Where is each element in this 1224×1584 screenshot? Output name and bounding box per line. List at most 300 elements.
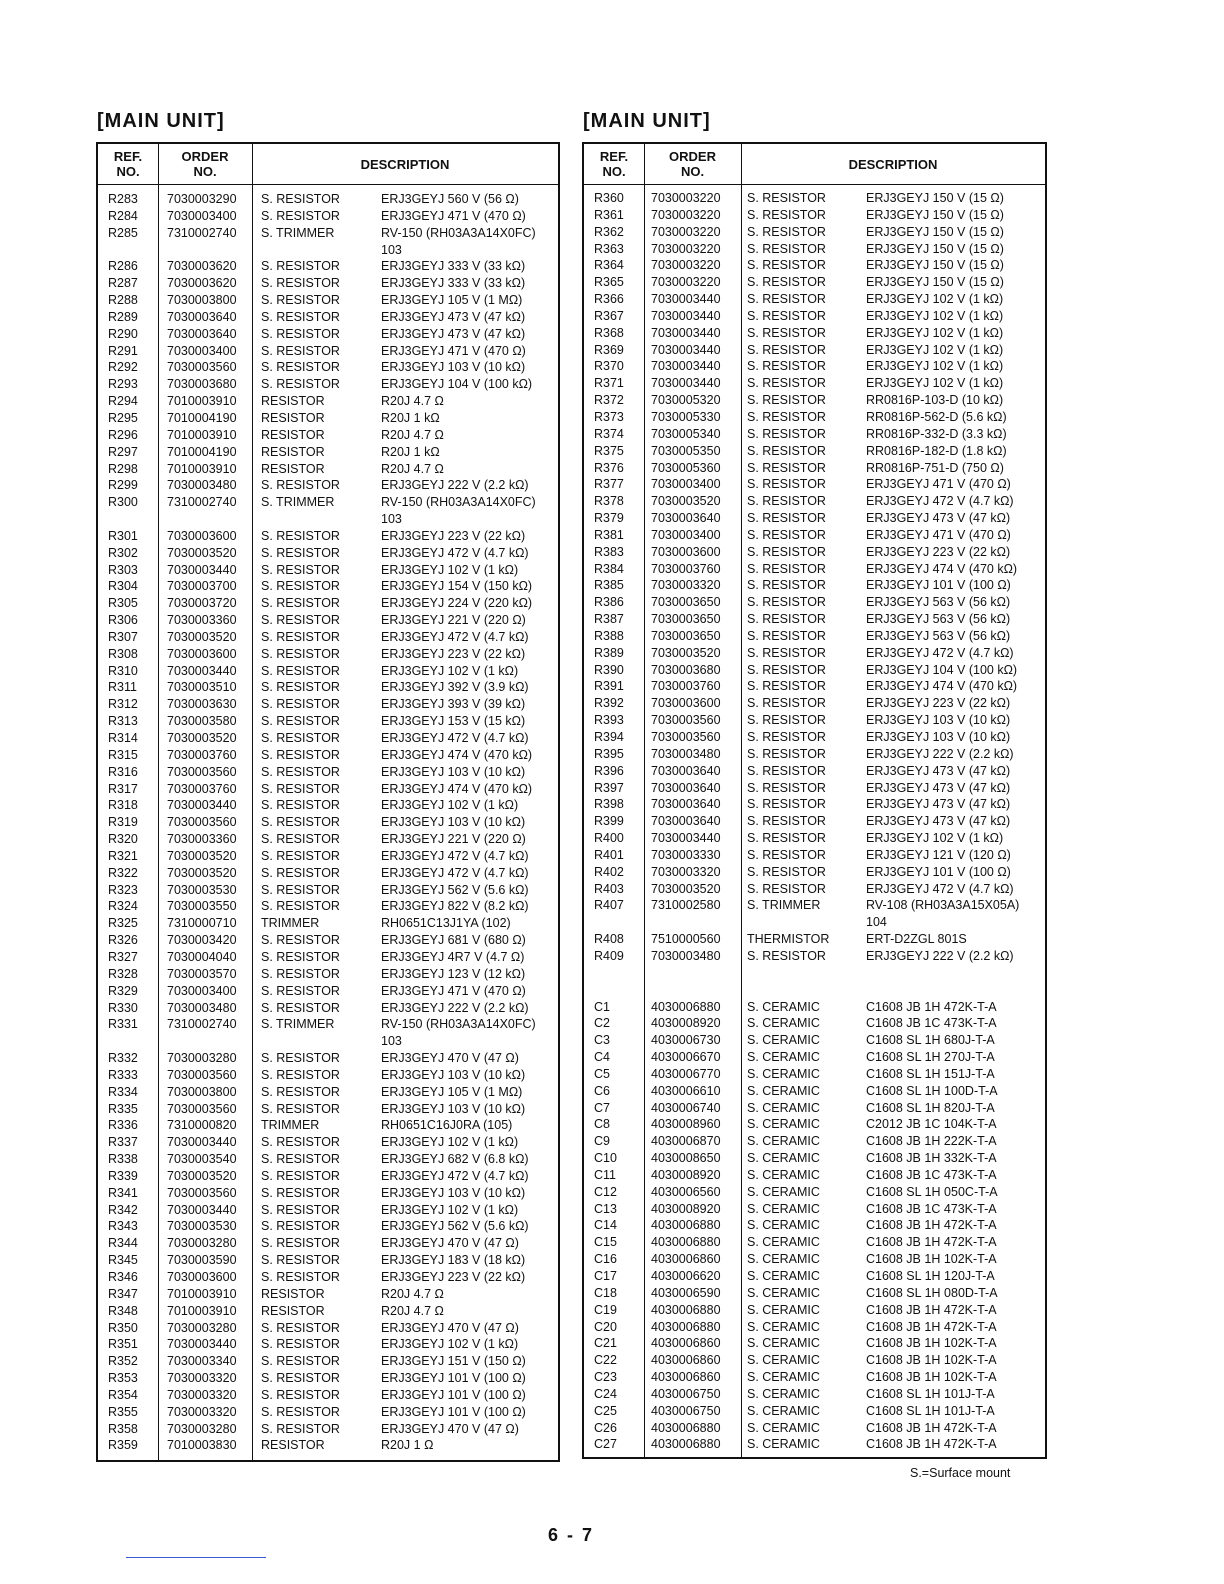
left-section-title: [MAIN UNIT] bbox=[97, 110, 225, 132]
cell-spec: ERJ3GEYJ 150 V (15 Ω) bbox=[866, 224, 1004, 239]
cell-type: S. RESISTOR bbox=[747, 797, 826, 812]
cell-order: 7030003620 bbox=[167, 259, 237, 274]
cell-ref: R386 bbox=[594, 595, 624, 610]
cell-spec: ERJ3GEYJ 102 V (1 kΩ) bbox=[381, 1337, 519, 1352]
cell-ref: R307 bbox=[108, 629, 138, 644]
cell-type: S. RESISTOR bbox=[261, 646, 340, 661]
cell-spec: C1608 JB 1H 102K-T-A bbox=[866, 1353, 997, 1368]
cell-ref: R402 bbox=[594, 864, 624, 879]
cell-order: 7030003560 bbox=[167, 1067, 237, 1082]
cell-order: 4030006610 bbox=[651, 1083, 721, 1098]
cell-order: 7030003520 bbox=[167, 1168, 237, 1183]
cell-ref: R306 bbox=[108, 613, 138, 628]
cell-ref: R365 bbox=[594, 275, 624, 290]
cell-type: S. RESISTOR bbox=[261, 764, 340, 779]
table-row bbox=[584, 914, 1045, 931]
cell-order: 7030003440 bbox=[651, 308, 721, 323]
table-row bbox=[98, 646, 558, 663]
cell-ref: R296 bbox=[108, 427, 138, 442]
cell-type: S. RESISTOR bbox=[261, 798, 340, 813]
cell-order: 7010004190 bbox=[167, 444, 237, 459]
cell-spec: ERJ3GEYJ 560 V (56 Ω) bbox=[381, 192, 519, 206]
cell-spec: C1608 JB 1H 472K-T-A bbox=[866, 1420, 997, 1435]
cell-spec: R20J 1 Ω bbox=[381, 1438, 434, 1453]
cell-ref: R342 bbox=[108, 1202, 138, 1217]
cell-ref: R301 bbox=[108, 528, 138, 543]
cell-order: 4030006880 bbox=[651, 1420, 721, 1435]
cell-spec: C2012 JB 1C 104K-T-A bbox=[866, 1117, 997, 1132]
table-row bbox=[584, 241, 1045, 258]
cell-order: 4030006860 bbox=[651, 1353, 721, 1368]
cell-spec: ERJ3GEYJ 150 V (15 Ω) bbox=[866, 275, 1004, 290]
cell-ref: R290 bbox=[108, 326, 138, 341]
cell-spec: R20J 4.7 Ω bbox=[381, 394, 444, 409]
cell-order: 4030006880 bbox=[651, 1319, 721, 1334]
cell-order: 7030003510 bbox=[167, 680, 237, 695]
cell-ref: R400 bbox=[594, 831, 624, 846]
cell-ref: R310 bbox=[108, 663, 138, 678]
cell-spec: ERJ3GEYJ 103 V (10 kΩ) bbox=[381, 1067, 526, 1082]
cell-type: S. RESISTOR bbox=[261, 579, 340, 594]
cell-order: 4030006560 bbox=[651, 1184, 721, 1199]
cell-type: S. CERAMIC bbox=[747, 1403, 820, 1418]
cell-type: S. RESISTOR bbox=[261, 1185, 340, 1200]
table-row bbox=[98, 376, 558, 393]
table-row bbox=[584, 1167, 1045, 1184]
cell-order: 7030003280 bbox=[167, 1236, 237, 1251]
cell-spec: 104 bbox=[866, 915, 887, 930]
cell-type: S. CERAMIC bbox=[747, 1252, 820, 1267]
table-row bbox=[98, 949, 558, 966]
cell-spec: ERJ3GEYJ 562 V (5.6 kΩ) bbox=[381, 1219, 529, 1234]
cell-spec: ERJ3GEYJ 563 V (56 kΩ) bbox=[866, 595, 1011, 610]
cell-type: S. RESISTOR bbox=[261, 697, 340, 712]
description-header: DESCRIPTION bbox=[848, 156, 938, 172]
table-row bbox=[98, 578, 558, 595]
cell-spec: ERJ3GEYJ 102 V (1 kΩ) bbox=[381, 562, 519, 577]
cell-ref: R369 bbox=[594, 342, 624, 357]
cell-order: 7010003910 bbox=[167, 1303, 237, 1318]
cell-type: S. CERAMIC bbox=[747, 1201, 820, 1216]
cell-order: 4030006880 bbox=[651, 999, 721, 1014]
cell-order: 7030003530 bbox=[167, 1219, 237, 1234]
table-row bbox=[98, 966, 558, 983]
cell-ref: R327 bbox=[108, 949, 138, 964]
cell-ref: R371 bbox=[594, 376, 624, 391]
cell-order: 7030003440 bbox=[651, 325, 721, 340]
right-rows bbox=[584, 190, 1045, 1453]
cell-type: S. RESISTOR bbox=[261, 1371, 340, 1386]
cell-spec: C1608 SL 1H 120J-T-A bbox=[866, 1269, 995, 1283]
cell-ref: R409 bbox=[594, 948, 624, 963]
cell-spec: RV-150 (RH03A3A14X0FC) bbox=[381, 1017, 536, 1032]
cell-type: S. RESISTOR bbox=[261, 1152, 340, 1167]
table-row bbox=[584, 1150, 1045, 1167]
cell-type: S. RESISTOR bbox=[261, 1421, 340, 1436]
cell-type: S. RESISTOR bbox=[261, 1168, 340, 1183]
cell-type: S. RESISTOR bbox=[261, 309, 340, 324]
cell-order: 7030003640 bbox=[651, 511, 721, 526]
table-row bbox=[98, 242, 558, 259]
table-row bbox=[98, 477, 558, 494]
cell-spec: C1608 JB 1H 472K-T-A bbox=[866, 1302, 997, 1317]
table-row bbox=[98, 545, 558, 562]
cell-ref: C4 bbox=[594, 1050, 610, 1065]
cell-ref: R316 bbox=[108, 764, 138, 779]
cell-ref: R283 bbox=[108, 192, 138, 206]
cell-order: 7030005360 bbox=[651, 460, 721, 475]
cell-type: S. RESISTOR bbox=[261, 899, 340, 914]
cell-ref: C5 bbox=[594, 1066, 610, 1081]
ref-no-header: REF. NO. bbox=[113, 149, 143, 179]
cell-ref: R344 bbox=[108, 1236, 138, 1251]
cell-order: 7030003630 bbox=[167, 697, 237, 712]
table-row bbox=[98, 1033, 558, 1050]
cell-spec: RR0816P-751-D (750 Ω) bbox=[866, 460, 1004, 475]
cell-type: S. RESISTOR bbox=[261, 1101, 340, 1116]
table-row bbox=[98, 612, 558, 629]
cell-order: 7030003440 bbox=[651, 342, 721, 357]
cell-order: 7030003340 bbox=[167, 1354, 237, 1369]
cell-ref: R395 bbox=[594, 746, 624, 761]
cell-ref: C9 bbox=[594, 1134, 610, 1149]
cell-type: S. RESISTOR bbox=[747, 713, 826, 728]
cell-order: 7030003220 bbox=[651, 241, 721, 256]
table-row bbox=[584, 1302, 1045, 1319]
table-row bbox=[584, 527, 1045, 544]
cell-ref: R383 bbox=[594, 544, 624, 559]
cell-type: S. RESISTOR bbox=[747, 191, 826, 205]
cell-ref: R284 bbox=[108, 208, 138, 223]
cell-spec: ERJ3GEYJ 470 V (47 Ω) bbox=[381, 1421, 519, 1436]
cell-ref: R299 bbox=[108, 478, 138, 493]
table-row bbox=[98, 1168, 558, 1185]
cell-spec: ERJ3GEYJ 4R7 V (4.7 Ω) bbox=[381, 949, 525, 964]
cell-ref: C8 bbox=[594, 1117, 610, 1132]
cell-type: S. RESISTOR bbox=[747, 426, 826, 441]
table-row bbox=[98, 1252, 558, 1269]
table-row bbox=[584, 358, 1045, 375]
table-row bbox=[98, 410, 558, 427]
cell-ref: R332 bbox=[108, 1051, 138, 1066]
cell-ref: R289 bbox=[108, 309, 138, 324]
cell-type: S. RESISTOR bbox=[261, 832, 340, 847]
cell-ref: R326 bbox=[108, 933, 138, 948]
table-row bbox=[584, 291, 1045, 308]
cell-order: 7030003220 bbox=[651, 207, 721, 222]
cell-ref: C7 bbox=[594, 1100, 610, 1115]
cell-order: 7030003760 bbox=[651, 679, 721, 694]
cell-ref: R378 bbox=[594, 494, 624, 509]
table-row bbox=[98, 461, 558, 478]
cell-order: 7030003440 bbox=[167, 1202, 237, 1217]
cell-type: S. RESISTOR bbox=[261, 1387, 340, 1402]
cell-type: S. RESISTOR bbox=[747, 342, 826, 357]
cell-type: S. RESISTOR bbox=[747, 628, 826, 643]
cell-ref: C11 bbox=[594, 1167, 617, 1182]
cell-ref: R362 bbox=[594, 224, 624, 239]
table-row bbox=[98, 1218, 558, 1235]
table-row bbox=[584, 493, 1045, 510]
cell-spec: ERJ3GEYJ 102 V (1 kΩ) bbox=[866, 359, 1004, 374]
table-row bbox=[98, 275, 558, 292]
table-row bbox=[584, 645, 1045, 662]
cell-type: S. RESISTOR bbox=[261, 613, 340, 628]
cell-ref: R355 bbox=[108, 1404, 138, 1419]
cell-order: 7030003360 bbox=[167, 832, 237, 847]
cell-type: S. RESISTOR bbox=[261, 1067, 340, 1082]
cell-spec: R20J 4.7 Ω bbox=[381, 1303, 444, 1318]
table-row bbox=[98, 595, 558, 612]
table-row bbox=[584, 780, 1045, 797]
table-row bbox=[584, 577, 1045, 594]
cell-spec: ERJ3GEYJ 223 V (22 kΩ) bbox=[866, 544, 1011, 559]
cell-ref: C17 bbox=[594, 1269, 617, 1283]
cell-ref: R320 bbox=[108, 832, 138, 847]
cell-order: 7030003280 bbox=[167, 1421, 237, 1436]
table-row bbox=[98, 764, 558, 781]
cell-order: 7030005330 bbox=[651, 409, 721, 424]
cell-order: 4030006590 bbox=[651, 1285, 721, 1300]
cell-order: 7030003480 bbox=[167, 478, 237, 493]
table-row bbox=[584, 1268, 1045, 1285]
cell-spec: ERJ3GEYJ 102 V (1 kΩ) bbox=[866, 831, 1004, 846]
cell-order: 7030003520 bbox=[167, 848, 237, 863]
cell-spec: ERJ3GEYJ 103 V (10 kΩ) bbox=[381, 815, 526, 830]
cell-spec: ERJ3GEYJ 153 V (15 kΩ) bbox=[381, 714, 526, 729]
cell-type: S. RESISTOR bbox=[261, 731, 340, 745]
cell-type: TRIMMER bbox=[261, 916, 320, 931]
cell-type: S. CERAMIC bbox=[747, 1083, 820, 1098]
cell-spec: ERJ3GEYJ 224 V (220 kΩ) bbox=[381, 596, 533, 611]
cell-order: 4030006880 bbox=[651, 1235, 721, 1250]
table-row bbox=[98, 1117, 558, 1134]
cell-type: S. RESISTOR bbox=[747, 763, 826, 778]
cell-ref: R298 bbox=[108, 461, 138, 476]
table-row bbox=[98, 730, 558, 747]
cell-spec: RR0816P-562-D (5.6 kΩ) bbox=[866, 409, 1007, 424]
cell-spec: ERJ3GEYJ 150 V (15 Ω) bbox=[866, 191, 1004, 205]
cell-spec: ERJ3GEYJ 562 V (5.6 kΩ) bbox=[381, 882, 529, 897]
cell-type: S. RESISTOR bbox=[747, 746, 826, 761]
cell-order: 7030003640 bbox=[167, 326, 237, 341]
cell-type: RESISTOR bbox=[261, 394, 325, 409]
cell-type: S. RESISTOR bbox=[261, 949, 340, 964]
cell-ref: R394 bbox=[594, 730, 624, 744]
cell-type: S. RESISTOR bbox=[261, 1219, 340, 1234]
cell-type: RESISTOR bbox=[261, 1303, 325, 1318]
cell-order: 4030006750 bbox=[651, 1386, 721, 1401]
cell-spec: ERJ3GEYJ 222 V (2.2 kΩ) bbox=[866, 746, 1014, 761]
cell-spec: ERJ3GEYJ 471 V (470 Ω) bbox=[381, 983, 526, 998]
cell-ref: C16 bbox=[594, 1252, 617, 1267]
cell-spec: ERJ3GEYJ 472 V (4.7 kΩ) bbox=[866, 881, 1014, 896]
cell-order: 7030003520 bbox=[651, 645, 721, 660]
table-row bbox=[584, 628, 1045, 645]
cell-ref: R341 bbox=[108, 1185, 138, 1200]
table-row bbox=[98, 915, 558, 932]
cell-spec: ERJ3GEYJ 470 V (47 Ω) bbox=[381, 1320, 519, 1335]
cell-type: S. RESISTOR bbox=[747, 460, 826, 475]
cell-ref: R318 bbox=[108, 798, 138, 813]
cell-order: 7030003360 bbox=[167, 613, 237, 628]
table-row bbox=[584, 1285, 1045, 1302]
cell-order: 7030003580 bbox=[167, 714, 237, 729]
cell-order: 7030003560 bbox=[167, 1101, 237, 1116]
table-row bbox=[584, 1066, 1045, 1083]
cell-type: S. RESISTOR bbox=[261, 1084, 340, 1099]
cell-ref: R370 bbox=[594, 359, 624, 374]
cell-order: 7030003800 bbox=[167, 1084, 237, 1099]
cell-type: S. RESISTOR bbox=[261, 545, 340, 560]
cell-ref: R363 bbox=[594, 241, 624, 256]
cell-spec: ERJ3GEYJ 150 V (15 Ω) bbox=[866, 258, 1004, 273]
cell-type: THERMISTOR bbox=[747, 932, 830, 947]
cell-spec: R20J 1 kΩ bbox=[381, 410, 440, 425]
cell-type: S. CERAMIC bbox=[747, 1285, 820, 1300]
cell-spec: C1608 JB 1C 473K-T-A bbox=[866, 1167, 997, 1182]
table-row bbox=[98, 848, 558, 865]
cell-type: S. TRIMMER bbox=[261, 1017, 335, 1032]
cell-type: S. CERAMIC bbox=[747, 1420, 820, 1435]
cell-spec: ERJ3GEYJ 474 V (470 kΩ) bbox=[866, 679, 1018, 694]
cell-order: 7030003440 bbox=[651, 359, 721, 374]
cell-ref: R379 bbox=[594, 511, 624, 526]
cell-ref: R313 bbox=[108, 714, 138, 729]
cell-type: S. RESISTOR bbox=[261, 1404, 340, 1419]
cell-ref: R317 bbox=[108, 781, 138, 796]
cell-type: S. CERAMIC bbox=[747, 1016, 820, 1031]
cell-order: 7510000560 bbox=[651, 932, 721, 947]
cell-ref: R329 bbox=[108, 983, 138, 998]
table-row bbox=[98, 1101, 558, 1118]
cell-order: 7010003910 bbox=[167, 461, 237, 476]
cell-order: 7010003910 bbox=[167, 394, 237, 409]
cell-ref: R368 bbox=[594, 325, 624, 340]
table-row bbox=[584, 982, 1045, 999]
cell-order: 7030003570 bbox=[167, 966, 237, 981]
cell-type: S. CERAMIC bbox=[747, 1134, 820, 1149]
table-row bbox=[584, 662, 1045, 679]
cell-spec: ERJ3GEYJ 222 V (2.2 kΩ) bbox=[381, 478, 529, 493]
cell-type: S. CERAMIC bbox=[747, 1386, 820, 1401]
cell-spec: ERJ3GEYJ 102 V (1 kΩ) bbox=[381, 798, 519, 813]
cell-order: 7030003530 bbox=[167, 882, 237, 897]
cell-order: 4030006750 bbox=[651, 1403, 721, 1418]
cell-spec: 103 bbox=[381, 242, 402, 257]
table-row bbox=[98, 1269, 558, 1286]
cell-type: S. CERAMIC bbox=[747, 1100, 820, 1115]
cell-order: 7030003800 bbox=[167, 293, 237, 308]
cell-order: 7030003650 bbox=[651, 595, 721, 610]
table-row bbox=[584, 830, 1045, 847]
cell-ref: R287 bbox=[108, 276, 138, 291]
table-row bbox=[584, 1234, 1045, 1251]
table-row bbox=[98, 831, 558, 848]
cell-spec: ERJ3GEYJ 473 V (47 kΩ) bbox=[866, 511, 1011, 526]
cell-order: 7310002740 bbox=[167, 225, 237, 240]
cell-order: 7030003540 bbox=[167, 1152, 237, 1167]
cell-spec: ERJ3GEYJ 392 V (3.9 kΩ) bbox=[381, 680, 529, 695]
cell-order: 7030005350 bbox=[651, 443, 721, 458]
cell-type: S. RESISTOR bbox=[261, 966, 340, 981]
table-row bbox=[98, 882, 558, 899]
table-row bbox=[98, 696, 558, 713]
cell-type: S. RESISTOR bbox=[261, 343, 340, 358]
cell-spec: C1608 SL 1H 820J-T-A bbox=[866, 1100, 995, 1115]
cell-ref: C24 bbox=[594, 1386, 617, 1401]
cell-ref: R376 bbox=[594, 460, 624, 475]
cell-order: 4030006870 bbox=[651, 1134, 721, 1149]
cell-spec: ERJ3GEYJ 470 V (47 Ω) bbox=[381, 1236, 519, 1251]
cell-order: 7030003560 bbox=[167, 360, 237, 375]
table-row bbox=[98, 309, 558, 326]
cell-spec: ERJ3GEYJ 151 V (150 Ω) bbox=[381, 1354, 526, 1369]
table-row bbox=[98, 427, 558, 444]
cell-spec: C1608 JB 1H 472K-T-A bbox=[866, 1235, 997, 1250]
table-row bbox=[584, 965, 1045, 982]
cell-spec: ERJ3GEYJ 471 V (470 Ω) bbox=[866, 527, 1011, 542]
cell-spec: ERJ3GEYJ 102 V (1 kΩ) bbox=[381, 663, 519, 678]
table-row bbox=[98, 1437, 558, 1454]
table-row bbox=[98, 713, 558, 730]
table-row bbox=[98, 663, 558, 680]
cell-spec: ERJ3GEYJ 222 V (2.2 kΩ) bbox=[866, 948, 1014, 963]
cell-order: 7030003280 bbox=[167, 1051, 237, 1066]
cell-type: S. CERAMIC bbox=[747, 1336, 820, 1351]
cell-type: S. RESISTOR bbox=[747, 645, 826, 660]
cell-ref: C20 bbox=[594, 1319, 617, 1334]
table-row bbox=[584, 1352, 1045, 1369]
cell-order: 7030003680 bbox=[651, 662, 721, 677]
cell-ref: R322 bbox=[108, 865, 138, 880]
cell-ref: C1 bbox=[594, 999, 610, 1014]
cell-order: 4030006670 bbox=[651, 1050, 721, 1065]
cell-ref: R387 bbox=[594, 612, 624, 627]
cell-order: 7010003910 bbox=[167, 1286, 237, 1301]
cell-order: 7010004190 bbox=[167, 410, 237, 425]
cell-spec: ERJ3GEYJ 102 V (1 kΩ) bbox=[381, 1135, 519, 1150]
cell-spec: ERJ3GEYJ 102 V (1 kΩ) bbox=[866, 376, 1004, 391]
cell-ref: C23 bbox=[594, 1370, 617, 1385]
cell-spec: ERJ3GEYJ 681 V (680 Ω) bbox=[381, 933, 526, 948]
cell-spec: ERJ3GEYJ 471 V (470 Ω) bbox=[381, 343, 526, 358]
table-row bbox=[584, 1015, 1045, 1032]
table-row bbox=[584, 510, 1045, 527]
table-row bbox=[584, 224, 1045, 241]
cell-spec: ERJ3GEYJ 221 V (220 Ω) bbox=[381, 832, 526, 847]
cell-spec: ERJ3GEYJ 103 V (10 kΩ) bbox=[381, 1185, 526, 1200]
table-row bbox=[584, 813, 1045, 830]
table-row bbox=[98, 444, 558, 461]
table-row bbox=[584, 443, 1045, 460]
cell-spec: ERJ3GEYJ 101 V (100 Ω) bbox=[866, 864, 1011, 879]
cell-order: 7030003330 bbox=[651, 847, 721, 862]
cell-type: S. RESISTOR bbox=[261, 1337, 340, 1352]
table-row bbox=[584, 763, 1045, 780]
table-row bbox=[98, 528, 558, 545]
cell-order: 7030003440 bbox=[167, 1135, 237, 1150]
cell-type: S. CERAMIC bbox=[747, 1117, 820, 1132]
cell-order: 4030008650 bbox=[651, 1151, 721, 1166]
cell-spec: C1608 JB 1H 472K-T-A bbox=[866, 1218, 997, 1233]
cell-type: S. CERAMIC bbox=[747, 1167, 820, 1182]
cell-ref: C6 bbox=[594, 1083, 610, 1098]
table-row bbox=[584, 594, 1045, 611]
cell-order: 7030003640 bbox=[651, 797, 721, 812]
cell-type: S. RESISTOR bbox=[261, 933, 340, 948]
cell-ref: R338 bbox=[108, 1152, 138, 1167]
